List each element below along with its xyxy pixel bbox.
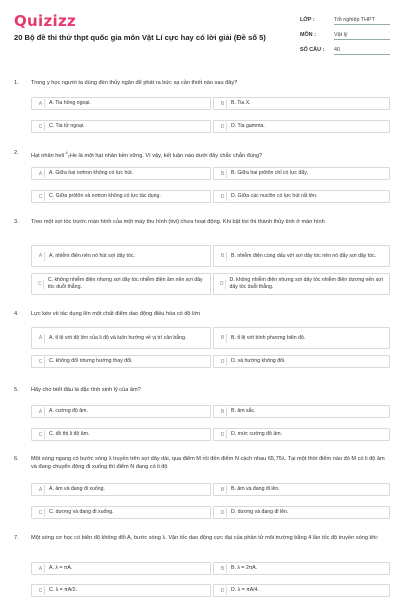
option-letter: B [219, 169, 227, 178]
document-header [0, 0, 400, 64]
question-number: 4. [14, 311, 19, 317]
option-c[interactable] [31, 355, 211, 368]
option-text: C. Giữa prôtôn và nơtron không có lực tác dụng. [49, 193, 161, 200]
option-b[interactable] [213, 562, 390, 575]
option-letter: D [219, 192, 227, 201]
option-d[interactable] [213, 584, 390, 597]
meta-subject-row [300, 27, 390, 42]
option-text: A. Giữa hai nơtron không có lực hút. [49, 170, 134, 177]
option-letter: C [37, 122, 45, 131]
question-number: 1. [14, 80, 19, 86]
option-c[interactable] [31, 273, 211, 295]
option-text: C. λ = πA/2. [49, 587, 77, 594]
option-d[interactable] [213, 506, 390, 519]
question-1 [14, 80, 390, 138]
option-text: B. Tia X. [231, 100, 251, 107]
option-a[interactable] [31, 327, 211, 349]
element-symbol: ₂He [67, 152, 77, 159]
question-5 [14, 387, 390, 445]
option-b[interactable] [213, 483, 390, 496]
question-text: Treo một sợi tóc trước màn hình của một máy thu hình (tivi) chưa hoạt động. Khi bật tivi thì thành thủy tinh ở màn hình [31, 219, 325, 225]
option-text: D. không nhiễm điện nhưng sợi dây tóc nhiễm điện dương nên sợi dây tóc duỗi thẳng. [229, 277, 383, 290]
option-text: B. tỉ lệ với bình phương biên độ. [231, 334, 306, 341]
option-text: D. dương và đang đi lên. [231, 509, 289, 516]
option-text: A. tỉ lệ với độ lớn của li độ và luôn hướng về vị trí cân bằng. [49, 334, 187, 341]
option-c[interactable] [31, 584, 211, 597]
meta-count-row [300, 42, 390, 57]
option-letter: D [219, 586, 227, 595]
option-letter: B [219, 252, 227, 261]
option-text: A. nhiễm điện nên nó hút sợi dây tóc. [49, 252, 135, 259]
question-number: 2. [14, 150, 19, 156]
option-d[interactable] [213, 273, 390, 295]
option-text: C. Tia tử ngoại. [49, 123, 85, 130]
document-meta [300, 12, 390, 57]
option-a[interactable] [31, 245, 211, 267]
option-d[interactable] [213, 355, 390, 368]
meta-label: LỚP : [300, 16, 315, 23]
option-letter: D [219, 281, 224, 287]
question-text-start: Hạt nhân heli [31, 152, 66, 159]
question-3 [14, 219, 390, 303]
option-letter: C [37, 508, 45, 517]
question-text: Hãy cho biết đâu là đặc tính sinh lý của âm? [31, 387, 141, 393]
option-a[interactable] [31, 562, 211, 575]
question-7 [14, 535, 390, 599]
option-letter: C [37, 357, 45, 366]
option-c[interactable] [31, 190, 211, 203]
option-letter: A [37, 564, 45, 573]
question-number: 6. [14, 456, 19, 462]
option-b[interactable] [213, 97, 390, 110]
option-letter: A [37, 485, 45, 494]
document-title: 20 Bộ đề thi thử thpt quốc gia môn Vật Lí cực hay có lời giải (Đề số 5) [14, 33, 266, 42]
quizizz-logo: Quizizz [14, 12, 77, 30]
option-text: B. âm và đang đi lên. [231, 486, 280, 493]
option-letter: B [219, 564, 227, 573]
option-c[interactable] [31, 506, 211, 519]
option-text: C. không nhiễm điện nhưng sợi dây tóc nhiễm điện âm nên sợi dây tóc duỗi thẳng. [47, 277, 203, 290]
meta-label: MÔN : [300, 31, 316, 38]
meta-class-row [300, 12, 390, 27]
question-text: Một sóng ngang có bước sóng λ truyền trên sợi dây dài, qua điểm M rồi đến điểm N cách nhau 65,75λ. Tại một thời điểm nào đó M có li độ âm và đang chuyển động đi xuống thì điểm N đang có li độ [31, 456, 385, 470]
question-4 [14, 311, 390, 373]
option-letter: A [37, 407, 45, 416]
option-a[interactable] [31, 167, 211, 180]
option-text: B. nhiễm điện cùng dấu với sợi dây tóc nên nó đẩy sợi dây tóc. [231, 252, 377, 259]
option-text: C. đồ thị li độ âm. [49, 431, 90, 438]
option-text: A. λ = πA. [49, 565, 73, 572]
option-text: C. không đổi nhưng hướng thay đổi. [49, 358, 133, 365]
option-letter: A [37, 99, 45, 108]
option-letter: B [219, 334, 227, 343]
option-b[interactable] [213, 245, 390, 267]
option-c[interactable] [31, 428, 211, 441]
option-text: D. mức cường độ âm. [231, 431, 282, 438]
option-letter: B [219, 99, 227, 108]
option-text: A. âm và đang đi xuống. [49, 486, 105, 493]
option-text: B. λ = 2πA. [231, 565, 258, 572]
meta-value: Vật lý [334, 30, 390, 40]
option-letter: A [37, 169, 45, 178]
option-letter: D [219, 357, 227, 366]
option-letter: C [37, 430, 45, 439]
option-letter: B [219, 485, 227, 494]
option-d[interactable] [213, 428, 390, 441]
option-d[interactable] [213, 190, 390, 203]
option-text: B. âm sắc. [231, 408, 256, 415]
option-letter: C [37, 280, 44, 289]
option-text: A. cường độ âm. [49, 408, 88, 415]
option-letter: A [37, 252, 45, 261]
option-text: D. Giữa các nuclôn có lực hút rất lớn. [231, 193, 318, 200]
option-letter: C [37, 586, 45, 595]
option-letter: A [37, 334, 45, 343]
question-text: Trong y học người ta dùng đèn thủy ngân để phát ra bức xạ cần thiết nào sau đây? [31, 80, 238, 86]
option-text: A. Tia hồng ngoại. [49, 100, 91, 107]
question-text [31, 150, 386, 160]
mass-number: 4 [65, 151, 68, 155]
option-b[interactable] [213, 167, 390, 180]
meta-value: Tốt nghiệp THPT [334, 15, 390, 25]
option-letter: D [219, 508, 227, 517]
meta-label: SỐ CÂU : [300, 46, 325, 53]
question-text: Lực kéo về tác dụng lên một chất điểm dao động điều hòa có độ lớn [31, 311, 201, 317]
option-b[interactable] [213, 405, 390, 418]
option-text: D. và hướng không đổi. [231, 358, 286, 365]
option-d[interactable] [213, 120, 390, 133]
question-text: Một sóng cơ học có biên độ không đổi A, bước sóng λ. Vận tốc dao động cực đại của phần tử môi trường bằng 4 lần tốc độ truyền sóng khi: [31, 535, 379, 541]
option-letter: D [219, 122, 227, 131]
option-c[interactable] [31, 120, 211, 133]
option-text: D. Tia gamma. [231, 123, 265, 130]
option-a[interactable] [31, 483, 211, 496]
option-letter: B [219, 407, 227, 416]
meta-value: 40 [334, 45, 390, 55]
option-b[interactable] [213, 327, 390, 349]
option-text: D. λ = πA/4. [231, 587, 259, 594]
option-a[interactable] [31, 405, 211, 418]
option-letter: C [37, 192, 45, 201]
option-letter: D [219, 430, 227, 439]
option-text: B. Giữa hai prôtôn chỉ có lực đẩy. [231, 170, 308, 177]
question-number: 7. [14, 535, 19, 541]
question-6 [14, 456, 390, 522]
option-a[interactable] [31, 97, 211, 110]
question-text-end: là một hạt nhân bền vững. Vì vậy, kết luận nào dưới đây chắc chắn đúng? [76, 152, 263, 159]
question-number: 5. [14, 387, 19, 393]
question-number: 3. [14, 219, 19, 225]
question-2 [14, 150, 390, 206]
option-text: C. dương và đang đi xuống. [49, 509, 114, 516]
